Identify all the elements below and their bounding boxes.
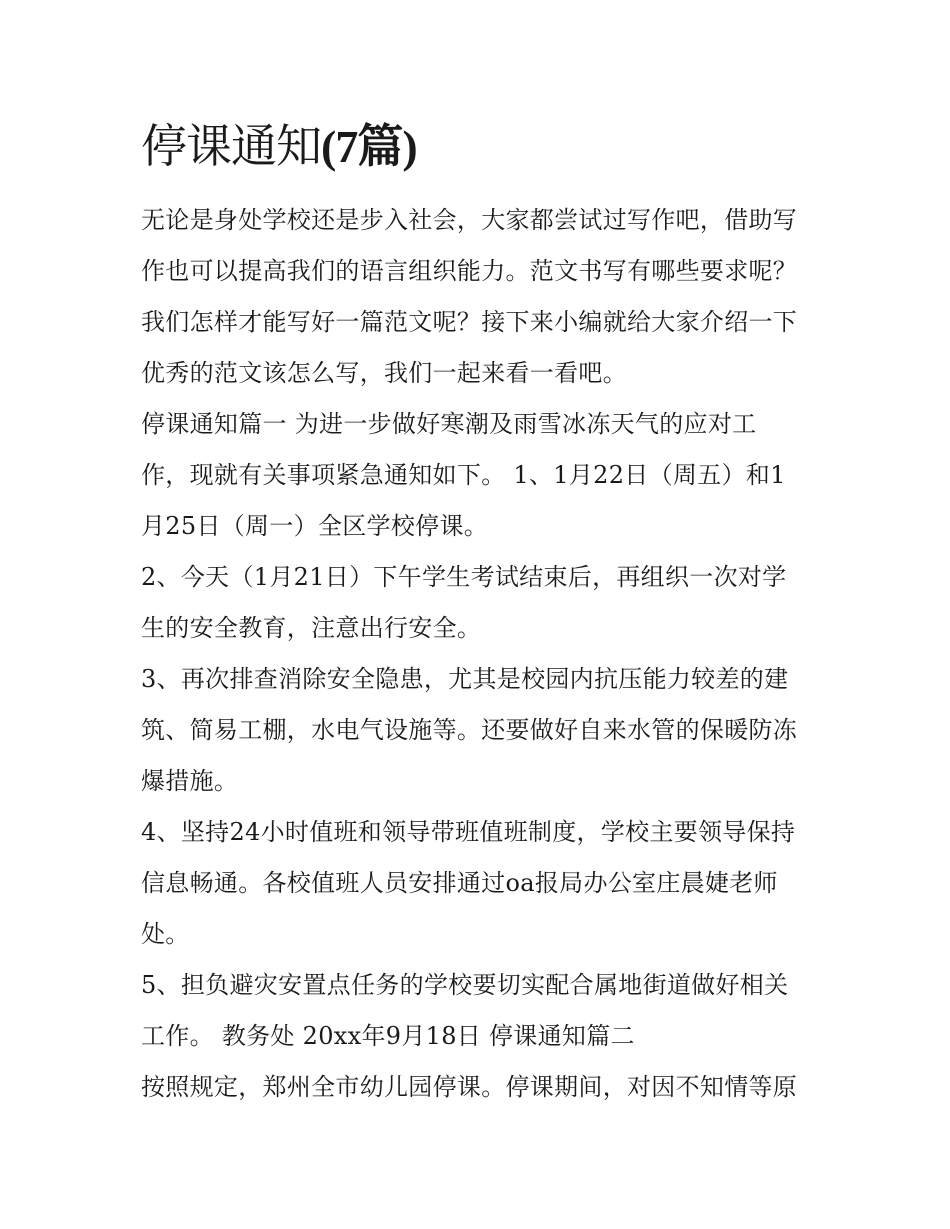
title-main: 停课通知 xyxy=(141,119,321,173)
title-suffix: (7篇) xyxy=(321,121,417,172)
text-line: 作，现就有关事项紧急通知如下。 1、1月22日（周五）和1 xyxy=(141,461,786,489)
text-line: 筑、简易工棚，水电气设施等。还要做好自来水管的保暖防冻 xyxy=(141,716,798,744)
document-body xyxy=(141,195,821,1113)
text-line: 我们怎样才能写好一篇范文呢？接下来小编就给大家介绍一下 xyxy=(141,308,798,336)
text-line: 优秀的范文该怎么写，我们一起来看一看吧。 xyxy=(141,359,627,387)
text-line: 工作。 教务处 20xx年9月18日 停课通知篇二 xyxy=(141,1022,635,1050)
text-line: 停课通知篇一 为进一步做好寒潮及雨雪冰冻天气的应对工 xyxy=(141,410,757,438)
text-line: 5、担负避灾安置点任务的学校要切实配合属地街道做好相关 xyxy=(141,971,789,999)
text-line: 2、今天（1月21日）下午学生考试结束后，再组织一次对学 xyxy=(141,563,787,591)
text-line: 作也可以提高我们的语言组织能力。范文书写有哪些要求呢？ xyxy=(141,257,798,285)
text-line: 无论是身处学校还是步入社会，大家都尝试过写作吧，借助写 xyxy=(141,206,798,234)
text-line: 3、再次排查消除安全隐患，尤其是校园内抗压能力较差的建 xyxy=(141,665,789,693)
text-line: 月25日（周一）全区学校停课。 xyxy=(141,512,489,540)
text-line: 按照规定，郑州全市幼儿园停课。停课期间，对因不知情等原 xyxy=(141,1073,798,1101)
text-line: 爆措施。 xyxy=(141,767,239,795)
text-line: 信息畅通。各校值班人员安排通过oa报局办公室庄晨婕老师 xyxy=(141,869,778,897)
text-line: 4、坚持24小时值班和领导带班值班制度，学校主要领导保持 xyxy=(141,818,796,846)
page-title xyxy=(141,112,417,181)
text-line: 生的安全教育，注意出行安全。 xyxy=(141,614,482,642)
text-line: 处。 xyxy=(141,920,190,948)
